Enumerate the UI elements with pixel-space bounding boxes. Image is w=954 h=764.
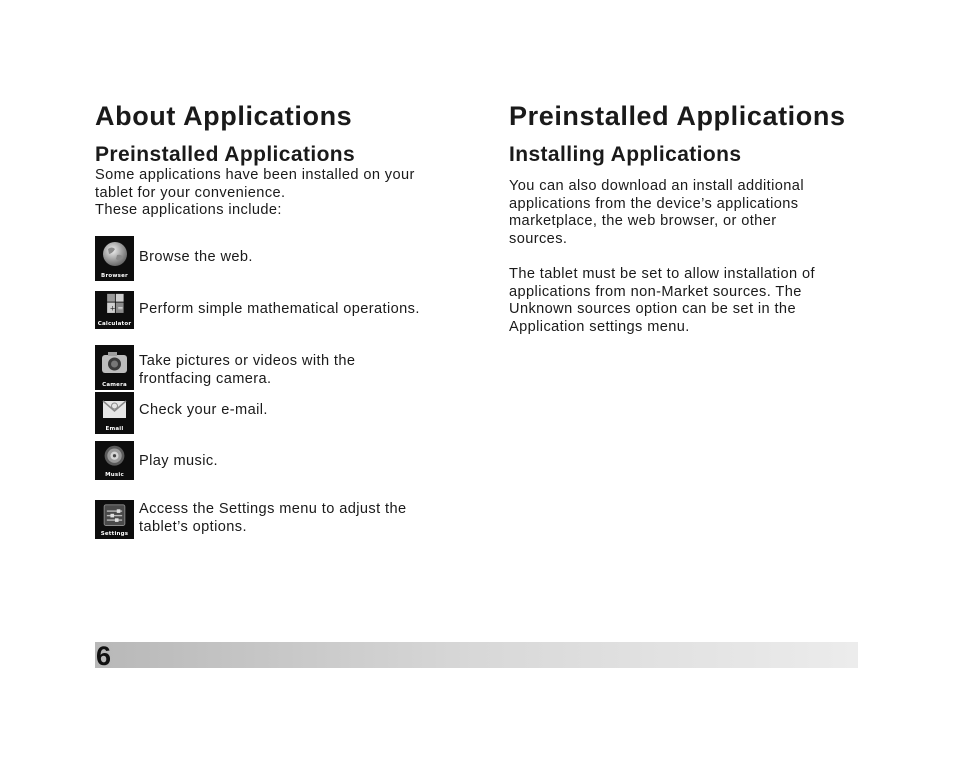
- section-heading-preinstalled: Preinstalled Applications: [95, 143, 356, 166]
- browser-globe-icon: [99, 239, 130, 269]
- app-description-line: Take pictures or videos with the: [139, 353, 356, 369]
- paragraph-line: You can also download an install additional: [509, 178, 804, 194]
- app-description: [139, 501, 407, 536]
- app-caption: Music: [105, 472, 124, 478]
- page-number: 6: [96, 641, 112, 671]
- app-description-line: Access the Settings menu to adjust the: [139, 501, 407, 517]
- svg-text:=: =: [117, 304, 124, 313]
- app-description-line: Check your e-mail.: [139, 402, 268, 418]
- browser-app-icon: [95, 236, 134, 281]
- paragraph-line: applications from non-Market sources. The: [509, 283, 802, 300]
- app-description: [139, 301, 420, 319]
- email-envelope-icon: [99, 395, 130, 425]
- settings-app-icon: [95, 500, 134, 539]
- app-description: [139, 453, 218, 471]
- paragraph-line: Application settings menu.: [509, 318, 690, 335]
- app-description-line: tablet’s options.: [139, 518, 247, 535]
- app-caption: Settings: [100, 531, 129, 537]
- intro-paragraph: [95, 167, 415, 220]
- music-speaker-icon: [99, 444, 130, 471]
- install-paragraph-1: [509, 178, 804, 248]
- calculator-icon: [99, 293, 130, 319]
- app-description-line: Perform simple mathematical operations.: [139, 301, 420, 317]
- app-description: [139, 402, 268, 420]
- app-description-line: frontfacing camera.: [139, 370, 272, 387]
- app-caption: Camera: [102, 382, 127, 388]
- email-app-icon: [95, 392, 134, 434]
- paragraph-line: The tablet must be set to allow installation of: [509, 266, 815, 282]
- intro-line: tablet for your convenience.: [95, 184, 286, 201]
- app-caption: Email: [105, 426, 124, 432]
- install-paragraph-2: [509, 266, 815, 336]
- camera-icon: [99, 348, 130, 378]
- settings-sliders-icon: [99, 503, 130, 530]
- app-description-line: Browse the web.: [139, 249, 253, 265]
- intro-line: These applications include:: [95, 202, 282, 219]
- svg-text:+: +: [109, 304, 116, 313]
- app-caption: Browser: [101, 273, 128, 279]
- paragraph-line: sources.: [509, 230, 568, 247]
- intro-line: Some applications have been installed on your: [95, 167, 415, 183]
- app-description: [139, 249, 253, 267]
- calculator-app-icon: [95, 291, 134, 329]
- music-app-icon: [95, 441, 134, 480]
- app-caption: Calculator: [97, 321, 132, 327]
- footer-bar: [95, 641, 858, 671]
- paragraph-line: marketplace, the web browser, or other: [509, 213, 777, 230]
- section-heading-installing: Installing Applications: [509, 143, 742, 166]
- page-title-left: About Applications: [95, 101, 353, 131]
- app-description-line: Play music.: [139, 453, 219, 469]
- page-title-right: Preinstalled Applications: [509, 101, 846, 131]
- camera-app-icon: [95, 345, 134, 390]
- app-description: [139, 353, 355, 388]
- paragraph-line: Unknown sources option can be set in the: [509, 301, 796, 318]
- paragraph-line: applications from the device’s applications: [509, 195, 799, 212]
